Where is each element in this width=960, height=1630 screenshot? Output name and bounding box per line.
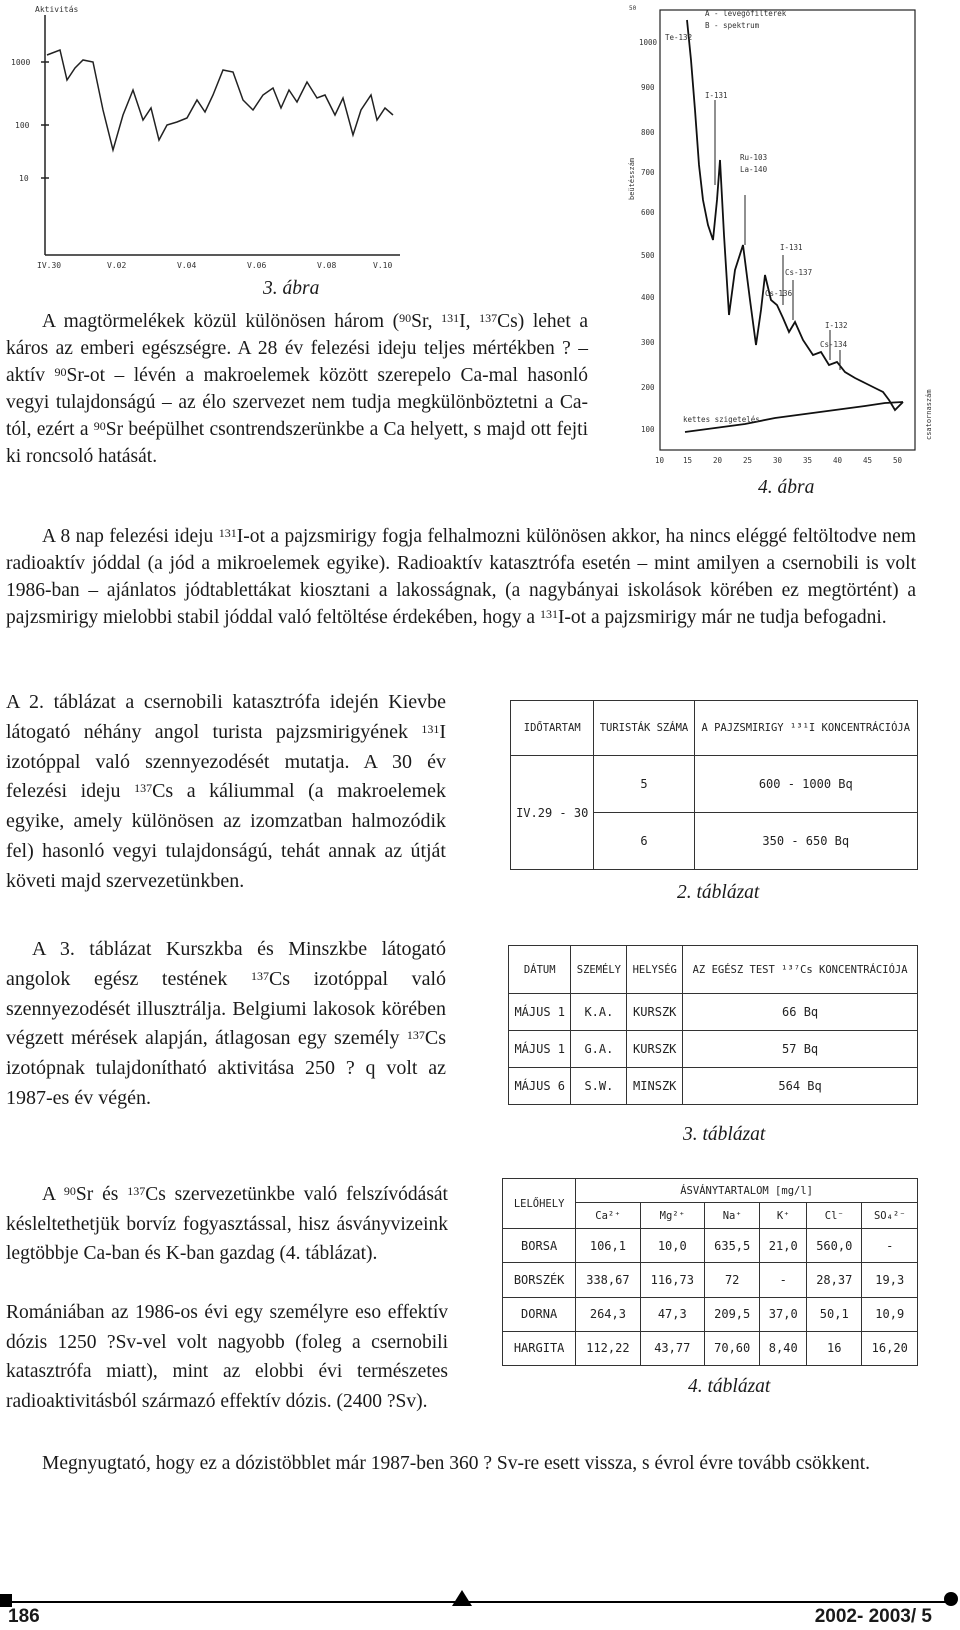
- table2-header: A PAJZSMIRIGY ¹³¹I KONCENTRÁCIÓJA: [694, 701, 917, 756]
- fig4-y-tick: 300: [641, 338, 655, 347]
- fig3-x-tick: IV.30: [37, 261, 62, 270]
- table4-cell: 70,60: [704, 1331, 759, 1365]
- fig4-y-tick: 500: [641, 251, 655, 260]
- table3-cell: MÁJUS 6: [509, 1068, 571, 1105]
- table4-cell: 72: [704, 1263, 759, 1297]
- fig4-y-tick: 700: [641, 168, 655, 177]
- table4-cell: 116,73: [640, 1263, 704, 1297]
- fig4-y-label: beütésszám: [628, 157, 636, 200]
- figure-4-caption: 4. ábra: [758, 477, 815, 498]
- table4-cell: 209,5: [704, 1297, 759, 1331]
- table4-header: LELŐHELY: [503, 1179, 576, 1229]
- fig4-x-tick: 10: [655, 456, 665, 465]
- paragraph-3: A 2. táblázat a csernobili katasztrófa idején Kievbe látogató néhány angol turista pajzsmirigyének $^{131}$I izotóppal való szennyezodését mutatja. A 30 év felezési ideju $^{137}$Cs a káliummal (a makroelemek egyike, amely különösen az izomzatban halmozódik fel) hasonló vegyi tulajdonságú, tehát annak az útját követi majd szervezetünkben.: [6, 691, 446, 892]
- table4-cell: 338,67: [576, 1263, 640, 1297]
- fig4-peak-label: La-140: [740, 165, 768, 174]
- table4-header: K⁺: [760, 1203, 807, 1229]
- fig4-x-tick: 50: [893, 456, 903, 465]
- table4-cell: 8,40: [760, 1331, 807, 1365]
- fig4-peak-label: I-131: [780, 243, 803, 252]
- fig3-y-tick: 1000: [11, 58, 31, 67]
- figure-3-caption: 3. ábra: [263, 278, 320, 299]
- table4-cell: 10,9: [862, 1297, 918, 1331]
- fig3-x-tick: V.06: [247, 261, 267, 270]
- table4-header: Ca²⁺: [576, 1203, 640, 1229]
- table4-cell: 10,0: [640, 1229, 704, 1263]
- fig3-y-tick: 100: [15, 121, 30, 130]
- fig4-peak-label: I-132: [825, 321, 848, 330]
- fig3-x-tick: V.02: [107, 261, 127, 270]
- fig4-peak-label: Te-132: [665, 33, 693, 42]
- table4-cell: 43,77: [640, 1331, 704, 1365]
- fig4-legend-item: A - levegőfilterek: [705, 9, 787, 18]
- table4-cell: 21,0: [760, 1229, 807, 1263]
- footer-triangle-marker: [452, 1590, 472, 1606]
- table-3-caption: 3. táblázat: [683, 1124, 766, 1145]
- table-2-caption: 2. táblázat: [677, 882, 760, 903]
- table-2: [510, 700, 918, 870]
- footer-circle-marker: [944, 1592, 958, 1606]
- table2-cell: 350 - 650 Bq: [694, 813, 917, 870]
- table3-cell: K.A.: [571, 994, 627, 1031]
- fig4-legend-item: B - spektrum: [705, 21, 760, 30]
- paragraph-1: A magtörmelékek közül különösen három ($^{90}$Sr, $^{131}$I, $^{137}$Cs) lehet a káros az emberi egészségre. A 28 év felezési ideju teljes mértékben ? – aktív $^{90}$Sr-ot – lévén a makroelemek között szerepelo Ca-mal hasonló vegyi tulajdonságú – az élo szervezet nem tudja megkülönböztetni a Ca-tól, ezért a $^{90}$Sr beépülhet csontrendszerünkbe a Ca helyett, s majd ott fejti ki roncsoló hatását.: [6, 311, 589, 467]
- table4-cell: 106,1: [576, 1229, 640, 1263]
- table4-cell: -: [862, 1229, 918, 1263]
- table3-cell: 564 Bq: [683, 1068, 918, 1105]
- fig4-y-tick: 800: [641, 128, 655, 137]
- table4-cell: BORSA: [503, 1229, 576, 1263]
- table4-cell: 37,0: [760, 1297, 807, 1331]
- table3-header: AZ EGÉSZ TEST ¹³⁷Cs KONCENTRÁCIÓJA: [683, 946, 918, 994]
- fig4-y-tick: 400: [641, 293, 655, 302]
- fig4-x-tick: 35: [803, 456, 813, 465]
- fig4-y-tick: 600: [641, 208, 655, 217]
- table2-cell: 6: [594, 813, 694, 870]
- table3-cell: 66 Bq: [683, 994, 918, 1031]
- fig4-x-tick: 15: [683, 456, 693, 465]
- table4-cell: -: [760, 1263, 807, 1297]
- table4-group-header: ÁSVÁNYTARTALOM [mg/l]: [576, 1179, 918, 1203]
- table3-cell: MÁJUS 1: [509, 1031, 571, 1068]
- fig3-x-tick: V.04: [177, 261, 197, 270]
- table3-header: HELYSÉG: [627, 946, 683, 994]
- table4-cell: 47,3: [640, 1297, 704, 1331]
- table2-header: TURISTÁK SZÁMA: [594, 701, 694, 756]
- table2-cell: 5: [594, 756, 694, 813]
- fig4-x-tick: 45: [863, 456, 873, 465]
- table4-header: SO₄²⁻: [862, 1203, 918, 1229]
- issue-number: 2002- 2003/ 5: [814, 1606, 932, 1627]
- table3-cell: MINSZK: [627, 1068, 683, 1105]
- table4-cell: 16: [807, 1331, 862, 1365]
- fig4-right-label: csatornaszám: [925, 389, 933, 440]
- table4-cell: 560,0: [807, 1229, 862, 1263]
- table3-cell: G.A.: [571, 1031, 627, 1068]
- table4-cell: BORSZÉK: [503, 1263, 576, 1297]
- fig3-x-tick: V.08: [317, 261, 337, 270]
- table-4: [502, 1178, 918, 1366]
- table4-cell: 50,1: [807, 1297, 862, 1331]
- table4-cell: 28,37: [807, 1263, 862, 1297]
- table4-cell: 16,20: [862, 1331, 918, 1365]
- table3-cell: KURSZK: [627, 1031, 683, 1068]
- table2-cell: 600 - 1000 Bq: [694, 756, 917, 813]
- table3-header: DÁTUM: [509, 946, 571, 994]
- table3-cell: KURSZK: [627, 994, 683, 1031]
- fig4-x-tick: 40: [833, 456, 843, 465]
- table4-cell: HARGITA: [503, 1331, 576, 1365]
- figure-3-chart: [5, 0, 445, 275]
- page-number: 186: [8, 1606, 40, 1627]
- table4-header: Cl⁻: [807, 1203, 862, 1229]
- fig4-corner-label: 50: [629, 5, 637, 12]
- paragraph-5: A $^{90}$Sr és $^{137}$Cs szervezetünkbe való felszívódását késleltethetjük borvíz fogyasztással, hisz ásványvizeink legtöbbje Ca-ban és K-ban gazdag (4. táblázat).: [6, 1184, 448, 1265]
- fig4-y-tick: 1000: [639, 38, 658, 47]
- fig4-y-tick: 900: [641, 83, 655, 92]
- paragraph-4: A 3. táblázat Kurszkba és Minszkbe látogató angolok egész testének $^{137}$Cs izotóppal való szennyezodését illusztrálja. Belgiumi lakosok körében végzett mérések alapján, átlagosan egy személy $^{137}$Cs izotópnak tulajdonítható aktivitása 250 ? q volt az 1987-es év végén.: [6, 938, 447, 1109]
- fig4-peak-label: Cs-134: [820, 340, 848, 349]
- fig3-y-label: Aktivitás: [35, 5, 79, 14]
- table4-cell: 19,3: [862, 1263, 918, 1297]
- fig4-x-tick: 30: [773, 456, 783, 465]
- paragraph-6: Romániában az 1986-os évi egy személyre eso effektív dózis 1250 ?Sv-vel volt nagyobb (foleg a csernobili katasztrófa miatt), mint az elobbi évi természetes radioaktivitásból származó effektív dózis. (2400 ?Sv).: [6, 1302, 448, 1412]
- fig4-peak-label: Cs-137: [785, 268, 813, 277]
- table3-header: SZEMÉLY: [571, 946, 627, 994]
- footer-rule: [6, 1601, 956, 1603]
- paragraph-7: Megnyugtató, hogy ez a dózistöbblet már 1987-ben 360 ? Sv-re esett vissza, s évrol évre tovább csökkent.: [42, 1453, 870, 1474]
- table3-cell: 57 Bq: [683, 1031, 918, 1068]
- fig4-peak-label: I-131: [705, 91, 728, 100]
- fig4-y-tick: 100: [641, 425, 655, 434]
- fig4-baseline-label: kettes szigetelés: [683, 415, 760, 424]
- table-4-caption: 4. táblázat: [688, 1376, 771, 1397]
- fig4-x-tick: 25: [743, 456, 753, 465]
- table4-header: Na⁺: [704, 1203, 759, 1229]
- fig4-peak-label: Ru-103: [740, 153, 768, 162]
- table4-cell: 264,3: [576, 1297, 640, 1331]
- table4-cell: DORNA: [503, 1297, 576, 1331]
- fig4-y-tick: 200: [641, 383, 655, 392]
- fig3-x-tick: V.10: [373, 261, 393, 270]
- table2-cell: IV.29 - 30: [511, 756, 594, 870]
- table3-cell: MÁJUS 1: [509, 994, 571, 1031]
- table4-cell: 635,5: [704, 1229, 759, 1263]
- table4-header: Mg²⁺: [640, 1203, 704, 1229]
- fig4-peak-label: Cs-136: [765, 289, 793, 298]
- fig3-y-tick: 10: [19, 174, 29, 183]
- fig4-x-tick: 20: [713, 456, 723, 465]
- paragraph-2: A 8 nap felezési ideju $^{131}$I-ot a pajzsmirigy fogja felhalmozni különösen akkor, ha nincs eléggé feltöltodve nem radioaktív jóddal (a jód a mikroelemek egyike). Radioaktív katasztrófa esetén – mint amilyen a csernobili is volt 1986-ban – ajánlatos jódtablettákat kiosztani a lakosságnak, (a nagybányai iskolások körében ez megtörtént) a pajzsmirigy mielobbi stabil jóddal való feltöltése érdekében, hogy a $^{131}$I-ot a pajzsmirigy már ne tudja befogadni.: [6, 526, 916, 628]
- table-3: [508, 945, 918, 1105]
- table2-header: IDŐTARTAM: [511, 701, 594, 756]
- table3-cell: S.W.: [571, 1068, 627, 1105]
- figure-4-chart: [625, 0, 955, 470]
- table4-cell: 112,22: [576, 1331, 640, 1365]
